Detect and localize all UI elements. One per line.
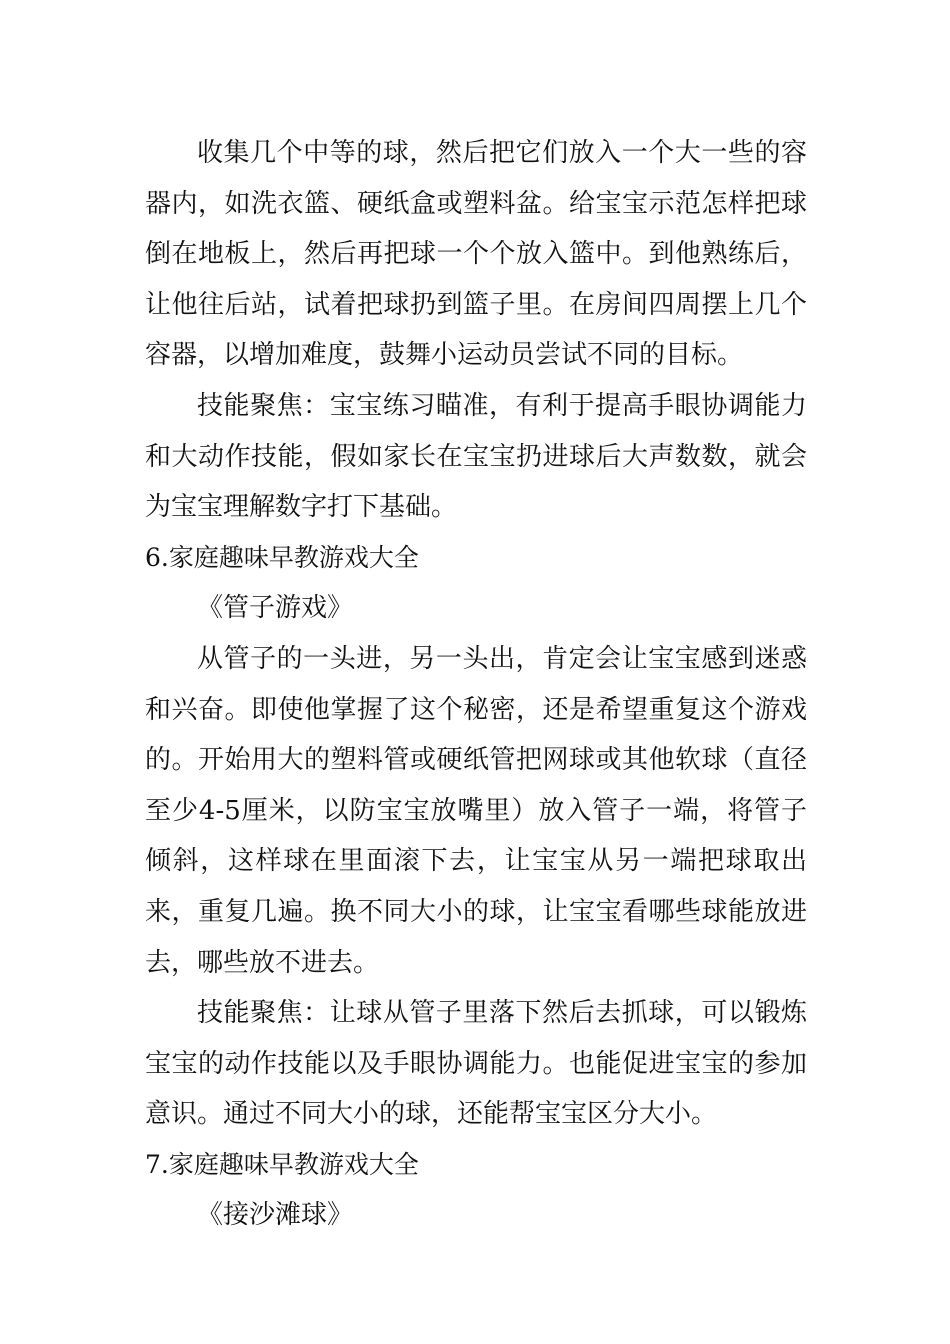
- game-title-beach-ball: 《接沙滩球》: [197, 1200, 354, 1231]
- paragraph-skill-focus-aiming: 技能聚焦：宝宝练习瞄准，有利于提高手眼协调能力和大动作技能，假如家长在宝宝扔进球后大声数数，就会为宝宝理解数字打下基础。: [145, 390, 807, 523]
- section-heading-7: 7.家庭趣味早教游戏大全: [145, 1149, 419, 1179]
- section-heading-6: 6.家庭趣味早教游戏大全: [145, 542, 419, 572]
- paragraph-tube-game: 从管子的一头进，另一头出，肯定会让宝宝感到迷惑和兴奋。即使他掌握了这个秘密，还是希望重复这个游戏的。开始用大的塑料管或硬纸管把网球或其他软球（直径至少4-5厘米，以防宝宝放嘴里）放入管子一端，将管子倾斜，这样球在里面滚下去，让宝宝从另一端把球取出来，重复几遍。换不同大小的球，让宝宝看哪些球能放进去，哪些放不进去。: [145, 643, 807, 978]
- document-page: [145, 128, 807, 1241]
- paragraph-ball-collecting: 收集几个中等的球，然后把它们放入一个大一些的容器内，如洗衣篮、硬纸盒或塑料盆。给宝宝示范怎样把球倒在地板上，然后再把球一个个放入篮中。到他熟练后，让他往后站，试着把球扔到篮子里。在房间四周摆上几个容器，以增加难度，鼓舞小运动员尝试不同的目标。: [145, 138, 807, 371]
- paragraph-skill-focus-tube: 技能聚焦：让球从管子里落下然后去抓球，可以锻炼宝宝的动作技能以及手眼协调能力。也能促进宝宝的参加意识。通过不同大小的球，还能帮宝宝区分大小。: [145, 998, 807, 1130]
- game-title-tube: 《管子游戏》: [197, 593, 354, 624]
